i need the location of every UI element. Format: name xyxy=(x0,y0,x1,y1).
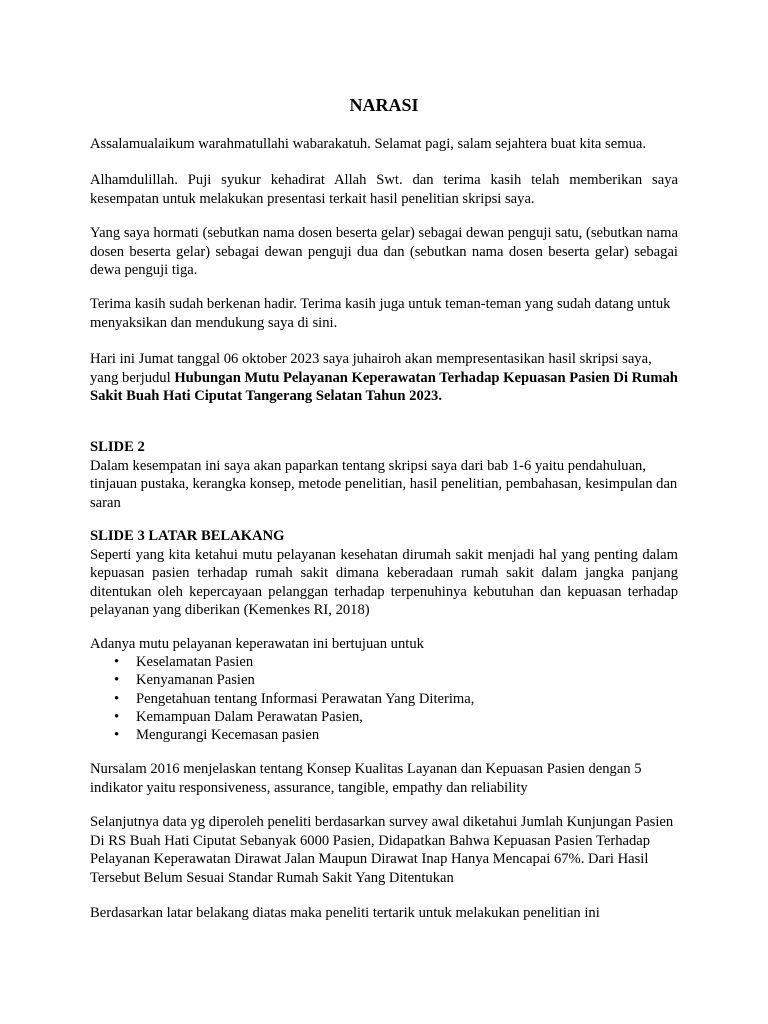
examiners-paragraph: Yang saya hormati (sebutkan nama dosen beserta gelar) sebagai dewan penguji satu, (sebutkan nama dosen beserta gelar) sebagai dewan penguji dua dan (sebutkan nama dosen beserta gelar) sebagai dewa penguji tiga. xyxy=(90,225,678,278)
list-item-text: Kenyamanan Pasien xyxy=(136,672,255,689)
survey-paragraph: Selanjutnya data yg diperoleh peneliti berdasarkan survey awal diketahui Jumlah Kunjungan Pasien Di RS Buah Hati Ciputat Sebanyak 6000 Pasien, Didapatkan Bahwa Kepuasan Pasien Terhadap Pelayanan Keperawatan Dirawat Jalan Maupun Dirawat Inap Hanya Mencapai 67%. Dari Hasil Tersebut Belum Sesuai Standar Rumah Sakit Yang Ditentukan xyxy=(90,814,674,886)
slide3-text: Seperti yang kita ketahui mutu pelayanan kesehatan dirumah sakit menjadi hal yang penting dalam kepuasan pasien terhadap rumah sakit dimana keberadaan rumah sakit dalam jangka panjang ditentukan oleh kepercayaan pelanggan terhadap terpenuhinya kebutuhan dan kepuasan terhadap pelayanan yang diberikan (Kemenkes RI, 2018) xyxy=(90,546,678,618)
goals-list xyxy=(90,653,678,744)
thanks-paragraph: Terima kasih sudah berkenan hadir. Terima kasih juga untuk teman-teman yang sudah datang untuk menyaksikan dan mendukung saya di sini. xyxy=(90,296,671,331)
slide3-heading: SLIDE 3 LATAR BELAKANG xyxy=(90,528,285,544)
bullet-icon: • xyxy=(114,672,120,689)
bullet-icon: • xyxy=(114,690,120,707)
list-item xyxy=(90,653,678,671)
presentation-intro-text: Hari ini Jumat tanggal 06 oktober 2023 saya juhairoh akan mempresentasikan hasil skripsi saya, yang berjudul xyxy=(90,351,652,386)
slide3-section xyxy=(90,527,678,620)
slide2-text: Dalam kesempatan ini saya akan paparkan tentang skripsi saya dari bab 1-6 yaitu pendahuluan, tinjauan pustaka, kerangka konsep, metode penelitian, hasil penelitian, pembahasan, kesimpulan dan saran xyxy=(90,457,678,511)
list-item xyxy=(90,708,678,726)
list-item-text: Keselamatan Pasien xyxy=(136,654,254,670)
greeting-paragraph: Assalamualaikum warahmatullahi wabarakatuh. Selamat pagi, salam sejahtera buat kita semua. xyxy=(90,136,646,152)
bullet-icon: • xyxy=(114,654,120,670)
slide2-heading: SLIDE 2 xyxy=(90,439,145,455)
list-item xyxy=(90,726,678,744)
list-item xyxy=(90,690,678,708)
list-intro: Adanya mutu pelayanan keperawatan ini bertujuan untuk xyxy=(90,636,424,652)
page-title: NARASI xyxy=(349,95,419,115)
bullet-icon: • xyxy=(114,727,120,744)
bullet-icon: • xyxy=(114,708,120,725)
slide2-section xyxy=(90,438,678,512)
thesis-title: Hubungan Mutu Pelayanan Keperawatan Terhadap Kepuasan Pasien Di Rumah Sakit Buah Hati Ciputat Tangerang Selatan Tahun 2023. xyxy=(90,369,678,404)
nursalam-paragraph: Nursalam 2016 menjelaskan tentang Konsep Kualitas Layanan dan Kepuasan Pasien dengan 5 indikator yaitu responsiveness, assurance, tangible, empathy dan reliability xyxy=(90,761,642,796)
list-item xyxy=(90,671,678,689)
list-item-text: Mengurangi Kecemasan pasien xyxy=(136,727,320,744)
presentation-intro-paragraph xyxy=(90,350,678,406)
conclusion-paragraph: Berdasarkan latar belakang diatas maka peneliti tertarik untuk melakukan penelitian ini xyxy=(90,905,600,921)
gratitude-paragraph: Alhamdulillah. Puji syukur kehadirat Allah Swt. dan terima kasih telah memberikan saya kesempatan untuk melakukan presentasi terkait hasil penelitian skripsi saya. xyxy=(90,172,678,207)
list-item-text: Kemampuan Dalam Perawatan Pasien, xyxy=(136,708,363,725)
list-item-text: Pengetahuan tentang Informasi Perawatan Yang Diterima, xyxy=(136,690,475,707)
